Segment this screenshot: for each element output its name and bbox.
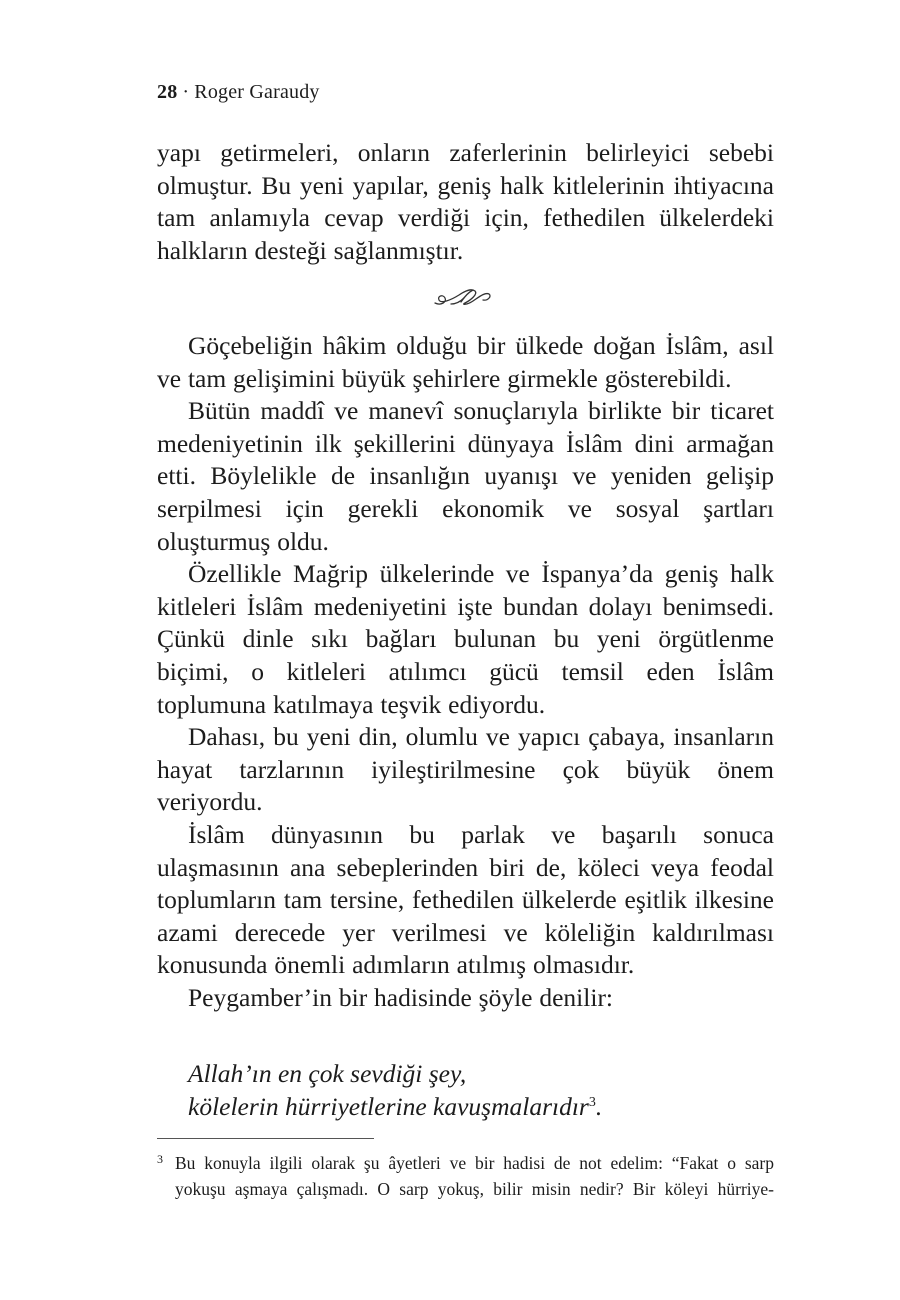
quote-line-2: [188, 1091, 602, 1124]
quote-line-2-text: kölelerin hürriyetlerine kavuşmalarıdır: [188, 1091, 589, 1121]
footnote-line-2: yokuşu aşmaya çalışmadı. O sarp yokuş, bilir misin nedir? Bir köleyi hürriye-: [175, 1179, 774, 1199]
paragraph-5: İslâm dünyasının bu parlak ve başarılı sonuca ulaşmasının ana sebeplerinden biri de, köleci veya feodal toplumların tam tersine, fethedilen ülkelerde eşitlik ilkesine azami derecede yer verilmesi ve köleliğin kaldırılması konusunda önemli adımların atılmış olmasıdır.: [157, 819, 774, 980]
footnote-line-1: Bu konuyla ilgili olarak şu âyetleri ve bir hadisi de not edelim: “Fakat o sarp: [175, 1153, 774, 1173]
footnote-divider: [157, 1138, 374, 1139]
footnote-text: [175, 1150, 774, 1202]
paragraph-1: Göçebeliğin hâkim olduğu bir ülkede doğan İslâm, asıl ve tam gelişimini büyük şehirlere girmekle gösterebildi.: [157, 331, 774, 393]
continued-paragraph-block: [157, 137, 774, 267]
hadith-quote: [188, 1058, 602, 1123]
footnote-number: 3: [157, 1152, 163, 1166]
quote-line-1: Allah’ın en çok sevdiği şey,: [188, 1059, 467, 1088]
page-number: 28: [157, 81, 178, 103]
author-name: Roger Garaudy: [194, 81, 320, 103]
running-head: [157, 78, 320, 106]
main-text: [157, 330, 774, 1014]
scroll-flourish-icon: [431, 286, 495, 308]
quote-end-punctuation: .: [595, 1091, 603, 1121]
paragraph-3: Özellikle Mağrip ülkelerinde ve İspanya’da geniş halk kitleleri İslâm medeniyetini işte bundan dolayı benimsedi. Çünkü dinle sıkı bağları bulunan bu yeni örgütlenme biçimi, o kitleleri atılımcı gücü temsil eden İslâm toplumuna katılmaya teşvik ediyordu.: [157, 559, 774, 719]
footnote-reference[interactable]: 3: [588, 1094, 596, 1110]
paragraph-2: Bütün maddî ve manevî sonuçlarıyla birlikte bir ticaret medeniyetinin ilk şekillerini dünyaya İslâm dini armağan etti. Böylelikle de insanlığın uyanışı ve yeniden gelişip serpilmesi için gerekli ekonomik ve sosyal şartları oluşturmuş oldu.: [157, 396, 774, 556]
header-separator: ·: [182, 81, 190, 103]
footnote: [157, 1150, 774, 1202]
paragraph-6: Peygamber’in bir hadisinde şöyle denilir:: [188, 982, 614, 1012]
paragraph-4: Dahası, bu yeni din, olumlu ve yapıcı çabaya, insanların hayat tarzlarının iyileştirilmesine çok büyük önem veriyordu.: [157, 722, 774, 817]
continued-paragraph: yapı getirmeleri, onların zaferlerinin belirleyici sebebi olmuştur. Bu yeni yapılar, geniş halk kitlelerinin ihtiyacına tam anlamıyla cevap verdiği için, fethedilen ülkelerdeki halkların desteği sağlanmıştır.: [157, 138, 774, 265]
